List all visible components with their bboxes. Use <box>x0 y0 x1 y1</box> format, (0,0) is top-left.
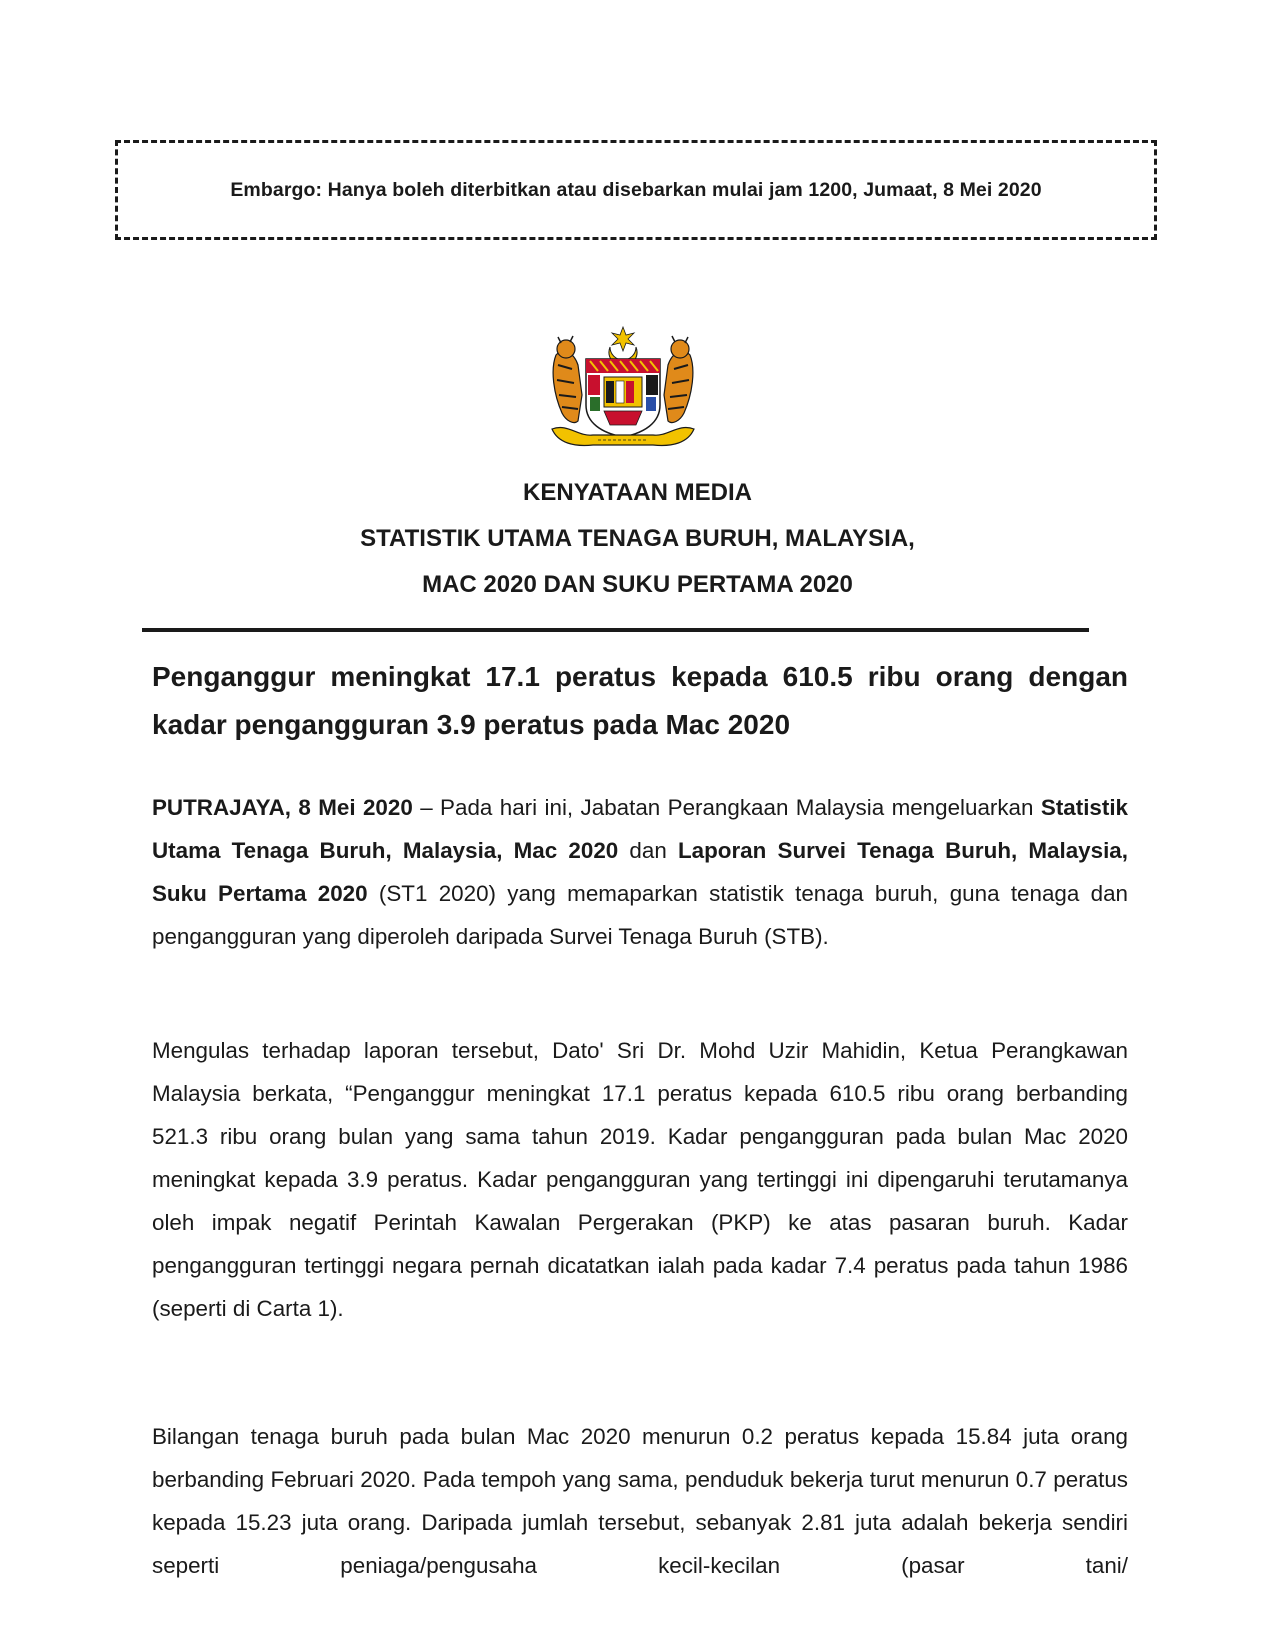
paragraph-1-text-c: (ST1 2020) yang memaparkan statistik tenaga buruh, guna tenaga dan pengangguran yang diperoleh daripada Survei Tenaga Buruh (STB). <box>152 881 1128 949</box>
paragraph-1-text-a: – Pada hari ini, Jabatan Perangkaan Malaysia mengeluarkan <box>412 795 1041 820</box>
title-line-3: MAC 2020 DAN SUKU PERTAMA 2020 <box>422 571 853 598</box>
embargo-box <box>115 140 1157 240</box>
horizontal-rule <box>142 628 1089 632</box>
paragraph-3: Bilangan tenaga buruh pada bulan Mac 2020 menurun 0.2 peratus kepada 15.84 juta orang berbanding Februari 2020. Pada tempoh yang sama, penduduk bekerja turut menurun 0.7 peratus kepada 15.23 juta orang. Daripada jumlah tersebut, sebanyak 2.81 juta adalah bekerja sendiri seperti peniaga/pengusaha kecil-kecilan (pasar tani/ <box>152 1424 1128 1578</box>
coat-of-arms-logo <box>548 325 698 450</box>
headline: Penganggur meningkat 17.1 peratus kepada 610.5 ribu orang dengan kadar pengangguran 3.9 peratus pada Mac 2020 <box>152 661 1128 740</box>
title-line-2: STATISTIK UTAMA TENAGA BURUH, MALAYSIA, <box>360 525 915 552</box>
paragraph-2: Mengulas terhadap laporan tersebut, Dato' Sri Dr. Mohd Uzir Mahidin, Ketua Perangkawan Malaysia berkata, “Penganggur meningkat 17.1 peratus kepada 610.5 ribu orang berbanding 521.3 ribu orang bulan yang sama tahun 2019. Kadar pengangguran pada bulan Mac 2020 meningkat kepada 3.9 peratus. Kadar pengangguran yang tertinggi ini dipengaruhi terutamanya oleh impak negatif Perintah Kawalan Pergerakan (PKP) ke atas pasaran buruh. Kadar pengangguran tertinggi negara pernah dicatatkan ialah pada kadar 7.4 peratus pada tahun 1986 (seperti di Carta 1). <box>152 1038 1128 1321</box>
press-title <box>120 470 1155 608</box>
publication-title-1: Statistik Utama Tenaga Buruh, Malaysia, Mac 2020 <box>152 795 1128 863</box>
embargo-text: Embargo: Hanya boleh diterbitkan atau disebarkan mulai jam 1200, Jumaat, 8 Mei 2020 <box>230 178 1042 201</box>
publication-title-2: Laporan Survei Tenaga Buruh, Malaysia, Suku Pertama 2020 <box>152 838 1128 906</box>
title-line-1: KENYATAAN MEDIA <box>523 479 752 506</box>
paragraph-1-text-b: dan <box>618 838 678 863</box>
paragraph-1 <box>152 786 1128 958</box>
dateline: PUTRAJAYA, 8 Mei 2020 <box>152 795 413 820</box>
